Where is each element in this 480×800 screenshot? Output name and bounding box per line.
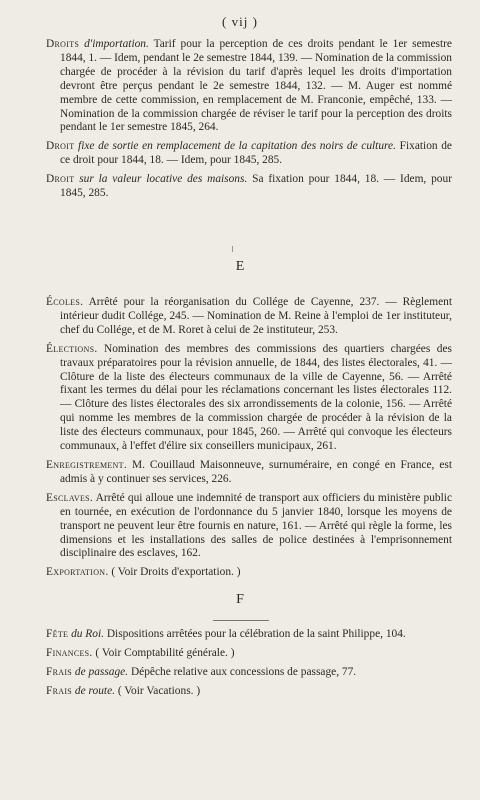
entry-body: Fixation de ce droit pour 1844, 18. — Idem, pour 1845, 285. — [60, 140, 452, 167]
entry-body: ( Voir Comptabilité générale. ) — [95, 646, 235, 659]
section-f-entries — [46, 628, 452, 699]
entry-body: Sa fixation pour 1844, 18. — Idem, pour 1845, 285. — [60, 173, 452, 200]
index-entry — [46, 140, 452, 168]
entry-head: Écoles. — [46, 296, 84, 308]
section-e-entries — [46, 296, 452, 580]
section-d-entries — [46, 38, 452, 201]
section-rule — [213, 620, 269, 621]
index-entry — [46, 173, 452, 201]
index-entry — [46, 566, 452, 580]
entry-body: Arrêté pour la réorganisation du Collége de Cayenne, 237. — Règlement intérieur dudit Collége, 245. — Nomination de M. Reine à l'emploi de 1er instituteur, chef du Collége, et de M. Roret à celui de 2e instituteur, 253. — [60, 296, 452, 336]
index-entry — [46, 647, 452, 661]
entry-head: Esclaves. — [46, 491, 94, 504]
section-letter-e: E — [235, 259, 245, 274]
index-entry — [46, 492, 452, 562]
page-number: ( vij ) — [222, 14, 258, 29]
entry-body: M. Couillaud Maisonneuve, surnuméraire, en congé en France, est admis à y continuer ses services, 226. — [60, 458, 452, 485]
entry-body: Nomination des membres des commissions des quartiers chargées des travaux préparatoires pour la révision annuelle, de 1844, des listes électorales, 41. — Clôture de la liste des électeurs communaux de la ville de Cayenne, 56. — Arrêté fixant les termes du délai pour les réclamations concernant les listes électorales 112. — Clôture des listes électorales des six arrondissements de la colonie, 156. — Arrêté qui nomme les membres de la commission chargée de procéder à la révision de la liste des électeurs communaux, pour 1845, 260. — Arrêté qui convoque les électeurs communaux, à l'effet d'élire six conseillers municipaux, 261. — [60, 342, 452, 453]
entry-head: Enregistrement. — [46, 458, 127, 471]
entry-head-italic: de passage. — [74, 665, 129, 678]
entry-head-italic: du Roi. — [71, 628, 104, 640]
entry-head-italic: fixe de sortie en remplacement de la capitation des noirs de culture. — [78, 140, 396, 153]
entry-body: ( Voir Droits d'exportation. ) — [111, 566, 241, 579]
entry-head: Frais — [46, 665, 73, 678]
entry-head: Élections. — [46, 342, 98, 355]
entry-head-italic: sur la valeur locative des maisons. — [79, 173, 248, 186]
index-entry — [46, 685, 452, 699]
entry-body: Dispositions arrêtées pour la célébration de la saint Philippe, 104. — [106, 628, 406, 640]
entry-head: Exportation. — [46, 566, 109, 579]
entry-head-italic: de route. — [74, 684, 115, 697]
entry-head: Droit — [46, 140, 75, 153]
index-entry — [46, 666, 452, 680]
entry-head: Frais — [46, 684, 73, 697]
entry-body: Arrêté qui alloue une indemnité de transport aux officiers du ministère public en tournée, en exécution de l'ordonnance du 5 janvier 1840, lorsque les moyens de transport ne peuvent leur être fournis en nature, 161. — Arrêté qui règle la forme, les dimensions et les installations des salles de police destinées à l'emprisonnement disciplinaire des esclaves, 162. — [60, 491, 452, 560]
entry-head: Fête — [46, 628, 69, 640]
entry-body: ( Voir Vacations. ) — [117, 684, 201, 697]
index-entry — [46, 459, 452, 487]
entry-head: Finances. — [46, 646, 93, 659]
entry-head: Droit — [46, 173, 75, 186]
index-entry — [46, 343, 452, 454]
index-entry — [46, 296, 452, 338]
entry-head-italic: d'importation. — [84, 38, 149, 50]
entry-body: Dépêche relative aux concessions de passage, 77. — [130, 665, 357, 678]
index-entry — [46, 628, 452, 642]
entry-body: Tarif pour la perception de ces droits pendant le 1er semestre 1844, 1. — Idem, pendant le 2e semestre 1844, 139. — Nomination de la commission chargée de procéder à la révision du tarif d'après lequel les droits d'importation devront être perçus pendant le 2e semestre 1844, 132. — M. Auger est nommé membre de cette commission, en remplacement de M. Franconie, empêché, 133. — Nomination de la commission chargée de réviser le tarif pour la perception des droits pendant le 1er semestre 1845, 264. — [60, 38, 452, 134]
printer-mark — [232, 246, 233, 252]
index-entry — [46, 38, 452, 135]
entry-head: Droits — [46, 38, 80, 50]
section-letter-f: F — [236, 592, 244, 607]
